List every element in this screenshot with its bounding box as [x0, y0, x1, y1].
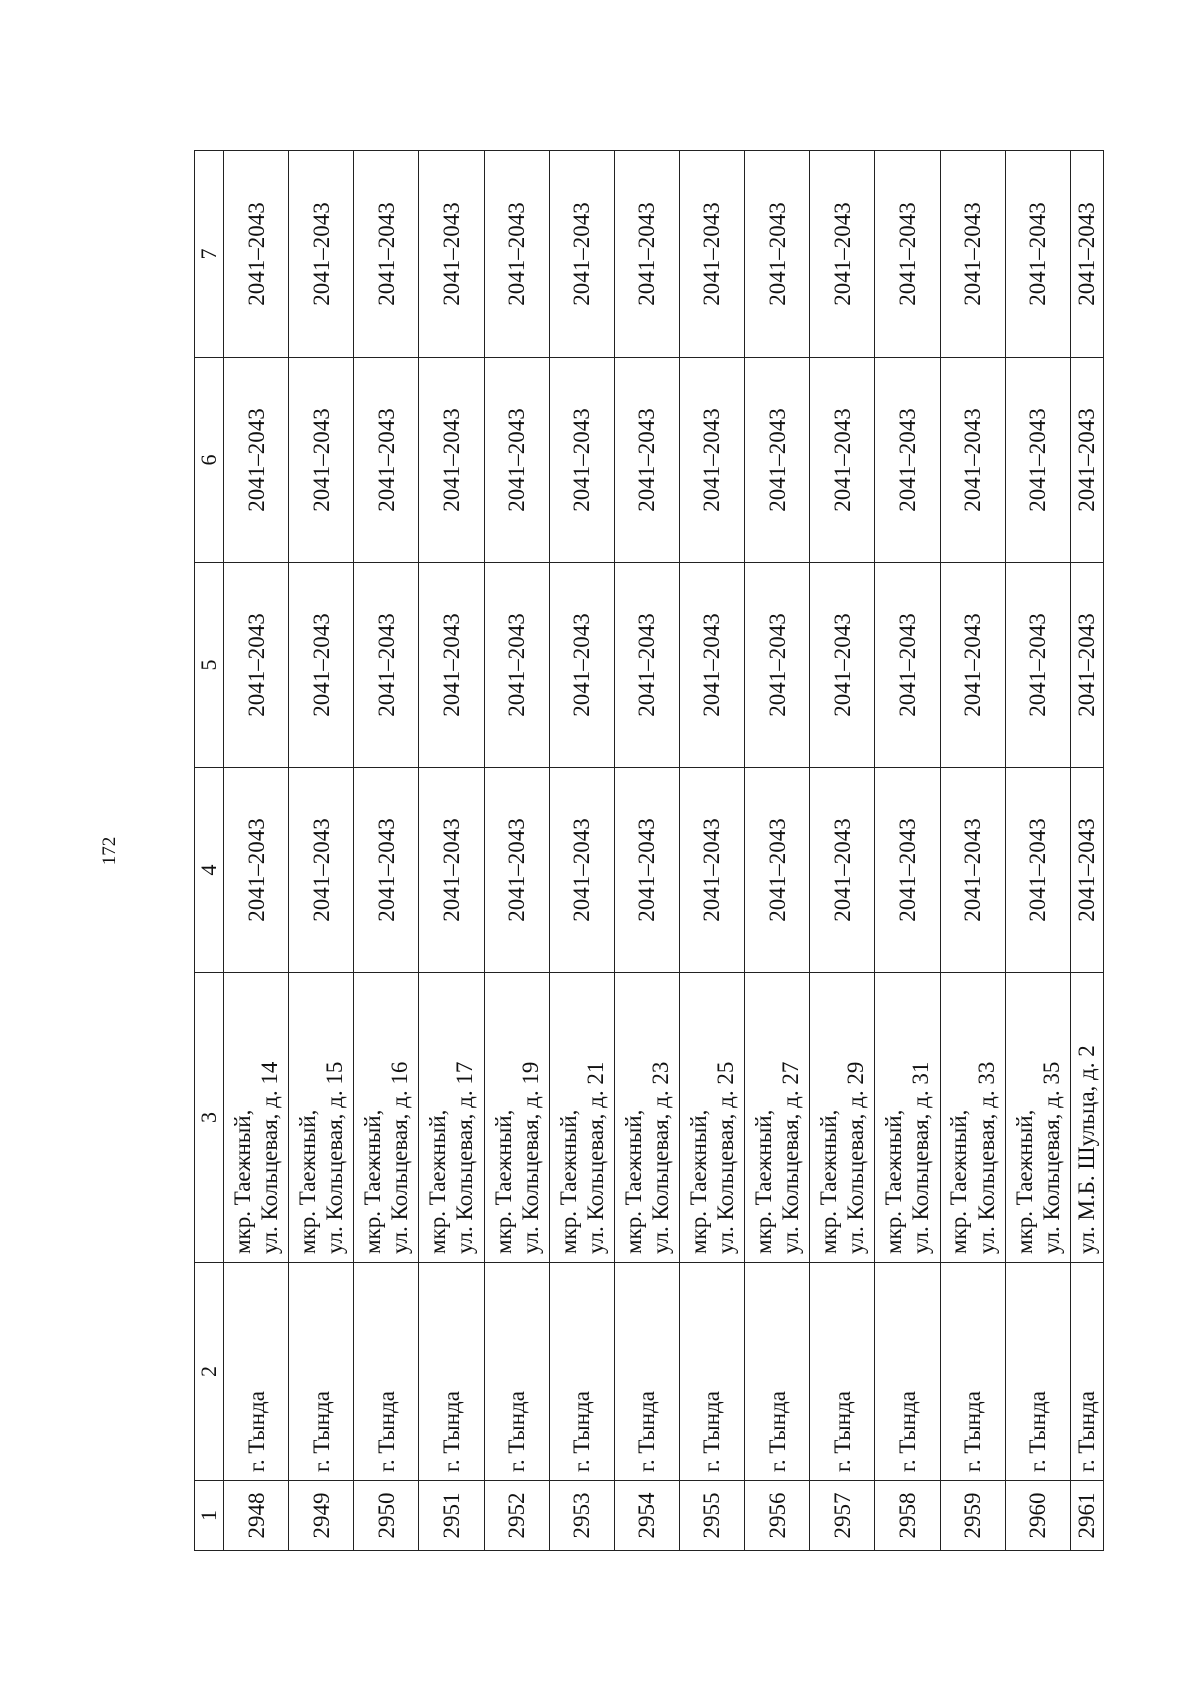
- period-cell-4: 2041–2043: [1005, 768, 1070, 973]
- address-line: ул. Кольцевая, д. 27: [778, 1061, 804, 1254]
- address-line: ул. Кольцевая, д. 35: [1038, 1061, 1064, 1254]
- period-cell-4: 2041–2043: [875, 768, 940, 973]
- period-cell-5: 2041–2043: [484, 563, 549, 768]
- period-cell-5: 2041–2043: [875, 563, 940, 768]
- address-cell: [810, 973, 875, 1263]
- period-cell-6: 2041–2043: [875, 358, 940, 563]
- row-number-cell: 2957: [810, 1481, 875, 1551]
- period-cell-7: 2041–2043: [354, 151, 419, 358]
- table-row: [940, 151, 1005, 1551]
- row-number-cell: 2956: [745, 1481, 810, 1551]
- table-row: [679, 151, 744, 1551]
- period-cell-7: 2041–2043: [679, 151, 744, 358]
- address-cell: [679, 973, 744, 1263]
- table-row: [419, 151, 484, 1551]
- address-line: ул. Кольцевая, д. 17: [452, 1061, 478, 1254]
- row-number-cell: 2948: [224, 1481, 289, 1551]
- address-cell: [940, 973, 1005, 1263]
- period-cell-4: 2041–2043: [549, 768, 614, 973]
- period-cell-4: 2041–2043: [940, 768, 1005, 973]
- row-number-cell: 2958: [875, 1481, 940, 1551]
- period-cell-7: 2041–2043: [810, 151, 875, 358]
- column-header-1: 1: [195, 1481, 224, 1551]
- period-cell-5: 2041–2043: [289, 563, 354, 768]
- column-header-2: 2: [195, 1263, 224, 1481]
- page-number-text: 172: [99, 836, 120, 866]
- period-cell-6: 2041–2043: [549, 358, 614, 563]
- table-row: [1070, 151, 1103, 1551]
- city-cell: г. Тында: [614, 1263, 679, 1481]
- rotated-table-container: [194, 151, 1104, 1551]
- period-cell-7: 2041–2043: [484, 151, 549, 358]
- period-cell-4: 2041–2043: [224, 768, 289, 973]
- table-row: [289, 151, 354, 1551]
- row-number-cell: 2959: [940, 1481, 1005, 1551]
- period-cell-4: 2041–2043: [679, 768, 744, 973]
- period-cell-4: 2041–2043: [614, 768, 679, 973]
- period-cell-6: 2041–2043: [289, 358, 354, 563]
- address-cell: [745, 973, 810, 1263]
- period-cell-4: 2041–2043: [484, 768, 549, 973]
- address-line: ул. Кольцевая, д. 31: [908, 1061, 934, 1254]
- address-cell: [875, 973, 940, 1263]
- period-cell-5: 2041–2043: [614, 563, 679, 768]
- period-cell-7: 2041–2043: [549, 151, 614, 358]
- period-cell-6: 2041–2043: [940, 358, 1005, 563]
- period-cell-7: 2041–2043: [224, 151, 289, 358]
- address-line: мкр. Таежный,: [946, 1109, 972, 1254]
- address-cell: [1070, 973, 1103, 1263]
- city-cell: г. Тында: [679, 1263, 744, 1481]
- period-cell-5: 2041–2043: [1005, 563, 1070, 768]
- city-cell: г. Тында: [289, 1263, 354, 1481]
- address-cell: [289, 973, 354, 1263]
- table-row: [484, 151, 549, 1551]
- period-cell-5: 2041–2043: [940, 563, 1005, 768]
- period-cell-5: 2041–2043: [1070, 563, 1103, 768]
- city-cell: г. Тында: [940, 1263, 1005, 1481]
- table-row: [875, 151, 940, 1551]
- city-cell: г. Тында: [354, 1263, 419, 1481]
- row-number-cell: 2955: [679, 1481, 744, 1551]
- period-cell-5: 2041–2043: [679, 563, 744, 768]
- period-cell-5: 2041–2043: [354, 563, 419, 768]
- address-line: ул. Кольцевая, д. 21: [582, 1061, 608, 1254]
- row-number-cell: 2951: [419, 1481, 484, 1551]
- row-number-cell: 2950: [354, 1481, 419, 1551]
- period-cell-4: 2041–2043: [289, 768, 354, 973]
- table-row: [614, 151, 679, 1551]
- column-header-6: 6: [195, 358, 224, 563]
- city-cell: г. Тында: [1005, 1263, 1070, 1481]
- table-body: [195, 151, 1104, 1551]
- address-line: мкр. Таежный,: [555, 1109, 581, 1254]
- city-cell: г. Тында: [484, 1263, 549, 1481]
- period-cell-5: 2041–2043: [419, 563, 484, 768]
- address-cell: [549, 973, 614, 1263]
- period-cell-6: 2041–2043: [1005, 358, 1070, 563]
- table-row: [549, 151, 614, 1551]
- period-cell-6: 2041–2043: [679, 358, 744, 563]
- address-line: ул. Кольцевая, д. 15: [322, 1061, 348, 1254]
- period-cell-7: 2041–2043: [1070, 151, 1103, 358]
- address-line: мкр. Таежный,: [620, 1109, 646, 1254]
- column-header-3: 3: [195, 973, 224, 1263]
- row-number-cell: 2954: [614, 1481, 679, 1551]
- period-cell-6: 2041–2043: [614, 358, 679, 563]
- period-cell-6: 2041–2043: [1070, 358, 1103, 563]
- period-cell-7: 2041–2043: [419, 151, 484, 358]
- address-cell: [354, 973, 419, 1263]
- period-cell-7: 2041–2043: [745, 151, 810, 358]
- period-cell-4: 2041–2043: [810, 768, 875, 973]
- row-number-cell: 2953: [549, 1481, 614, 1551]
- city-cell: г. Тында: [875, 1263, 940, 1481]
- column-header-4: 4: [195, 768, 224, 973]
- address-line: ул. Кольцевая, д. 25: [713, 1061, 739, 1254]
- address-cell: [224, 973, 289, 1263]
- address-line: ул. Кольцевая, д. 19: [517, 1061, 543, 1254]
- city-cell: г. Тында: [224, 1263, 289, 1481]
- address-line: ул. Кольцевая, д. 16: [387, 1061, 413, 1254]
- period-cell-7: 2041–2043: [289, 151, 354, 358]
- row-number-cell: 2960: [1005, 1481, 1070, 1551]
- period-cell-5: 2041–2043: [549, 563, 614, 768]
- address-line: мкр. Таежный,: [751, 1109, 777, 1254]
- city-cell: г. Тында: [419, 1263, 484, 1481]
- address-line: мкр. Таежный,: [425, 1109, 451, 1254]
- period-cell-6: 2041–2043: [484, 358, 549, 563]
- address-line: мкр. Таежный,: [1011, 1109, 1037, 1254]
- address-line: мкр. Таежный,: [881, 1109, 907, 1254]
- city-cell: г. Тында: [745, 1263, 810, 1481]
- period-cell-7: 2041–2043: [1005, 151, 1070, 358]
- period-cell-6: 2041–2043: [810, 358, 875, 563]
- period-cell-4: 2041–2043: [1070, 768, 1103, 973]
- period-cell-6: 2041–2043: [419, 358, 484, 563]
- table-header-row: [195, 151, 224, 1551]
- address-cell: [484, 973, 549, 1263]
- address-line: ул. Кольцевая, д. 14: [257, 1061, 283, 1254]
- period-cell-5: 2041–2043: [810, 563, 875, 768]
- city-cell: г. Тында: [549, 1263, 614, 1481]
- period-cell-4: 2041–2043: [745, 768, 810, 973]
- period-cell-7: 2041–2043: [940, 151, 1005, 358]
- period-cell-7: 2041–2043: [614, 151, 679, 358]
- address-cell: [614, 973, 679, 1263]
- address-line: мкр. Таежный,: [490, 1109, 516, 1254]
- address-line: мкр. Таежный,: [360, 1109, 386, 1254]
- period-cell-6: 2041–2043: [224, 358, 289, 563]
- city-cell: г. Тында: [810, 1263, 875, 1481]
- row-number-cell: 2949: [289, 1481, 354, 1551]
- address-cell: [419, 973, 484, 1263]
- address-line: мкр. Таежный,: [816, 1109, 842, 1254]
- table-row: [224, 151, 289, 1551]
- table-row: [810, 151, 875, 1551]
- table-row: [1005, 151, 1070, 1551]
- column-header-7: 7: [195, 151, 224, 358]
- row-number-cell: 2961: [1070, 1481, 1103, 1551]
- period-cell-5: 2041–2043: [224, 563, 289, 768]
- address-line: ул. Кольцевая, д. 29: [843, 1061, 869, 1254]
- address-line: ул. М.Б. Шульца, д. 2: [1074, 1045, 1100, 1254]
- table-row: [354, 151, 419, 1551]
- address-line: мкр. Таежный,: [295, 1109, 321, 1254]
- period-cell-4: 2041–2043: [419, 768, 484, 973]
- column-header-5: 5: [195, 563, 224, 768]
- address-line: ул. Кольцевая, д. 33: [973, 1061, 999, 1254]
- address-cell: [1005, 973, 1070, 1263]
- registry-table: [194, 150, 1104, 1551]
- address-line: мкр. Таежный,: [685, 1109, 711, 1254]
- address-line: ул. Кольцевая, д. 23: [647, 1061, 673, 1254]
- period-cell-5: 2041–2043: [745, 563, 810, 768]
- period-cell-4: 2041–2043: [354, 768, 419, 973]
- period-cell-6: 2041–2043: [745, 358, 810, 563]
- city-cell: г. Тында: [1070, 1263, 1103, 1481]
- table-row: [745, 151, 810, 1551]
- address-line: мкр. Таежный,: [229, 1109, 255, 1254]
- period-cell-6: 2041–2043: [354, 358, 419, 563]
- row-number-cell: 2952: [484, 1481, 549, 1551]
- period-cell-7: 2041–2043: [875, 151, 940, 358]
